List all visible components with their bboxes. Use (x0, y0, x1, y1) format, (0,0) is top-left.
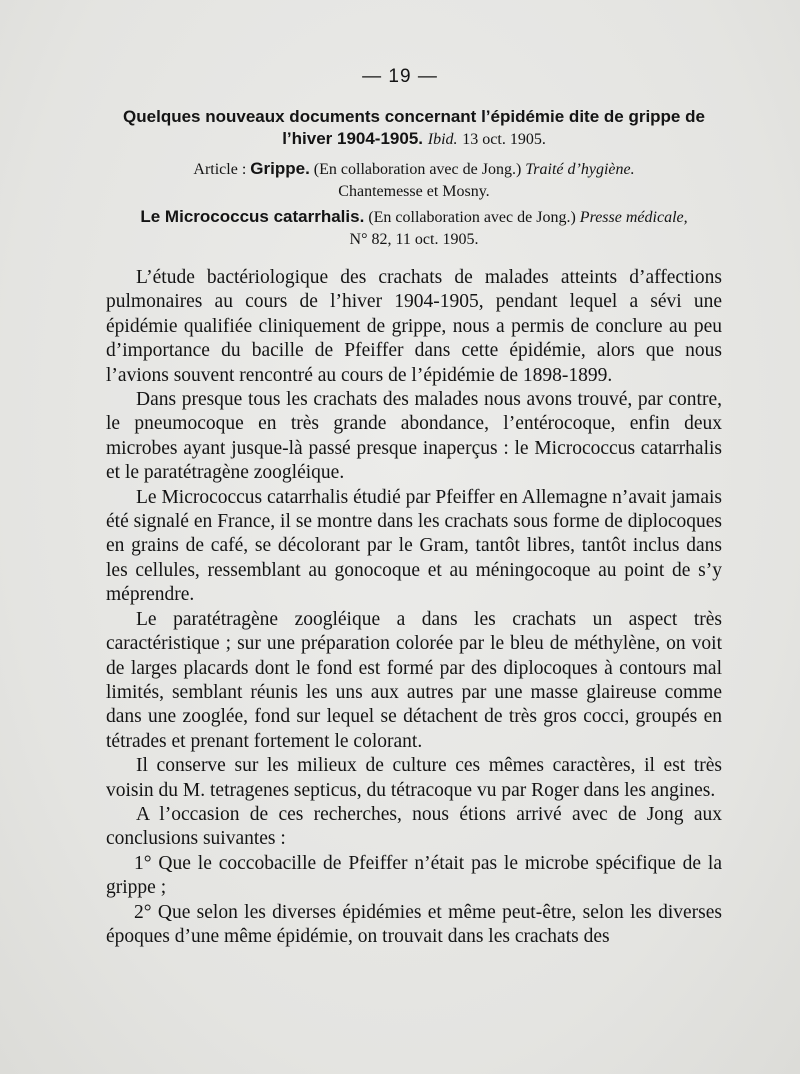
publication-editors: Chantemesse et Mosny. (338, 183, 490, 200)
paragraph: Le paratétragène zoogléique a dans les crachats un aspect très caractéristique ; sur une préparation colorée par le bleu de méthylène, on voit de larges placards dont le fond est formé par des diplocoques à contours mal limités, semblant réunis les uns aux autres par une masse glaireuse comme dans une zooglée, fond sur lequel se détachent de très gros cocci, groupés en tétrades et prenant fortement le colorant. (106, 608, 722, 752)
publication-title: Le Micrococcus catarrhalis. (140, 207, 365, 226)
publication-entry-3 (106, 206, 722, 251)
publication-entry-1 (106, 106, 722, 151)
page-number: — 19 — (362, 66, 438, 87)
paragraph: Il conserve sur les milieux de culture ces mêmes caractères, il est très voisin du M. tetragenes septicus, du tétracoque vu par Roger dans les angines. (106, 755, 722, 801)
publication-entry-2 (106, 158, 722, 203)
publication-source: Traité d’hygiène. (525, 161, 635, 178)
paragraph: A l’occasion de ces recherches, nous étions arrivé avec de Jong aux conclusions suivantes : (106, 803, 722, 850)
publication-collab: (En collaboration avec de Jong.) (313, 161, 522, 178)
publication-title: Quelques nouveaux documents concernant l’épidémie dite de grippe de l’hiver 1904-1905. (123, 107, 705, 148)
paragraph: Le Micrococcus catarrhalis étudié par Pfeiffer en Allemagne n’avait jamais été signalé en France, il se montre dans les crachats sous forme de diplocoques en grains de café, se décolorant par le Gram, tantôt libres, tantôt inclus dans les cellules, ressemblant au gonocoque et au méningocoque au point de s’y méprendre. (106, 486, 723, 606)
publication-prefix: Article : (193, 161, 247, 178)
publication-date: 13 oct. 1905. (462, 131, 546, 148)
publication-title: Grippe. (250, 159, 310, 178)
conclusion-item: 2° Que selon les diverses épidémies et même peut-être, selon les diverses époques d’une même épidémie, on trouvait dans les crachats des (106, 901, 722, 947)
publication-source: Ibid. (427, 131, 458, 148)
publication-source: Presse médicale, (579, 209, 688, 226)
paragraph: L’étude bactériologique des crachats de malades atteints d’affections pulmonaires au cours de l’hiver 1904-1905, pendant lequel a sévi une épidémie qualifiée cliniquement de grippe, nous a permis de conclure au peu d’importance du bacille de Pfeiffer dans cette épidémie, alors que nous l’avions souvent rencontré au cours de l’épidémie de 1898-1899. (106, 267, 722, 386)
publication-collab: (En collaboration avec de Jong.) (368, 209, 576, 226)
conclusion-item: 1° Que le coccobacille de Pfeiffer n’était pas le microbe spécifique de la grippe ; (106, 852, 722, 899)
paragraph: Dans presque tous les crachats des malades nous avons trouvé, par contre, le pneumocoque en très grande abondance, l’entérocoque, enfin deux microbes ayant jusque-là passé presque inaperçus : le Micrococcus catarrhalis et le paratétragène zoogléique. (106, 389, 722, 484)
body-text (106, 266, 722, 949)
publication-date: N° 82, 11 oct. 1905. (349, 231, 479, 248)
